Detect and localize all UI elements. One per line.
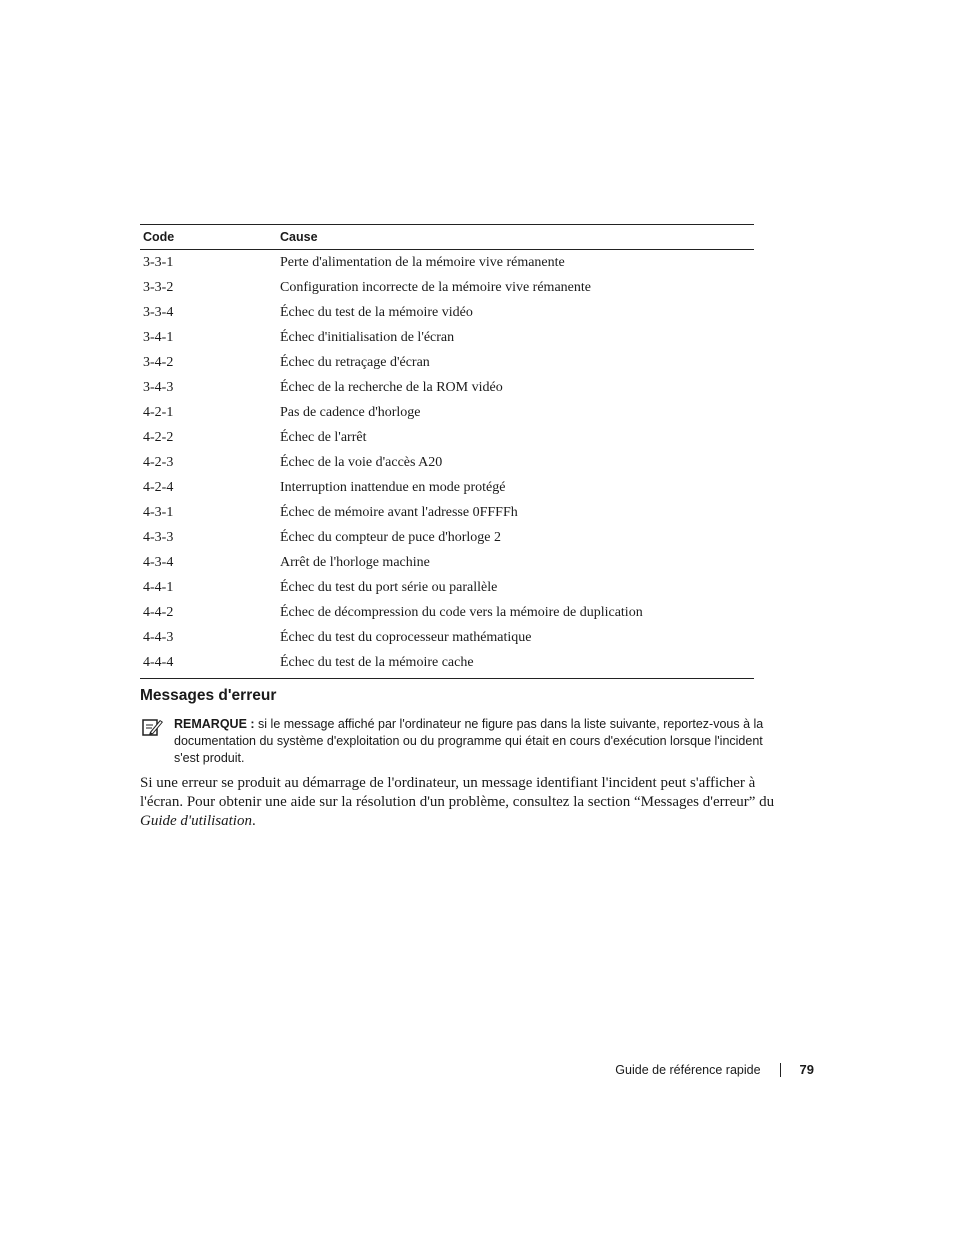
footer-divider	[780, 1063, 781, 1077]
code-cell: 4-3-3	[143, 529, 174, 545]
table-row	[140, 400, 754, 425]
page-footer	[615, 1062, 814, 1077]
cause-cell: Pas de cadence d'horloge	[280, 404, 421, 420]
code-cell: 4-4-1	[143, 579, 174, 595]
paragraph-end: .	[251, 813, 256, 829]
table-header	[140, 225, 754, 250]
code-cell: 3-3-1	[143, 254, 174, 270]
cause-cell: Échec du test de la mémoire vidéo	[280, 304, 473, 320]
code-cell: 4-4-3	[143, 629, 174, 645]
cause-cell: Interruption inattendue en mode protégé	[280, 479, 506, 495]
code-cell: 3-4-3	[143, 379, 174, 395]
table-row	[140, 600, 754, 625]
table-row	[140, 550, 754, 575]
cause-cell: Configuration incorrecte de la mémoire vive rémanente	[280, 279, 591, 295]
note-body: si le message affiché par l'ordinateur ne figure pas dans la liste suivante, reportez-vous à la documentation du système d'exploitation ou du programme qui était en cours d'exécution lorsque l'incident s'est produit.	[174, 717, 764, 765]
code-cell: 3-4-1	[143, 329, 174, 345]
cause-cell: Échec de décompression du code vers la mémoire de duplication	[280, 604, 643, 620]
beep-code-table	[140, 224, 754, 679]
table-row	[140, 275, 754, 300]
code-cell: 3-4-2	[143, 354, 174, 370]
code-cell: 4-4-2	[143, 604, 174, 620]
table-row	[140, 450, 754, 475]
table-row	[140, 350, 754, 375]
code-cell: 4-2-2	[143, 429, 174, 445]
guide-reference: Guide d'utilisation	[140, 813, 252, 829]
note-text	[174, 716, 790, 767]
table-row	[140, 475, 754, 500]
table-row	[140, 300, 754, 325]
table-body	[140, 250, 754, 678]
code-cell: 4-2-1	[143, 404, 174, 420]
paragraph-main: Si une erreur se produit au démarrage de l'ordinateur, un message identifiant l'incident peut s'afficher à l'écran. Pour obtenir une aide sur la résolution d'un problème, consultez la section “Messages d'erreur” du	[140, 775, 775, 810]
table-row	[140, 425, 754, 450]
code-cell: 4-3-1	[143, 504, 174, 520]
table-row	[140, 325, 754, 350]
table-row	[140, 250, 754, 275]
cause-cell: Perte d'alimentation de la mémoire vive rémanente	[280, 254, 565, 270]
cause-cell: Échec de mémoire avant l'adresse 0FFFFh	[280, 504, 518, 520]
footer-title: Guide de référence rapide	[615, 1062, 761, 1077]
cause-cell: Échec de la recherche de la ROM vidéo	[280, 379, 503, 395]
code-cell: 3-3-4	[143, 304, 174, 320]
code-cell: 4-2-3	[143, 454, 174, 470]
table-row	[140, 625, 754, 650]
page-number: 79	[799, 1062, 814, 1077]
code-cell: 3-3-2	[143, 279, 174, 295]
table-row	[140, 375, 754, 400]
cause-cell: Échec d'initialisation de l'écran	[280, 329, 455, 345]
cause-cell: Échec du test du port série ou parallèle	[280, 579, 498, 595]
cause-cell: Échec du test du coprocesseur mathématique	[280, 629, 532, 645]
note-label: REMARQUE :	[174, 717, 255, 731]
cause-cell: Arrêt de l'horloge machine	[280, 554, 430, 570]
cause-cell: Échec du compteur de puce d'horloge 2	[280, 529, 501, 545]
cause-cell: Échec du retraçage d'écran	[280, 354, 430, 370]
pencil-note-icon	[142, 717, 164, 737]
table-row	[140, 575, 754, 600]
code-cell: 4-3-4	[143, 554, 174, 570]
cause-cell: Échec de l'arrêt	[280, 429, 367, 445]
table-row	[140, 500, 754, 525]
section-heading: Messages d'erreur	[140, 687, 277, 704]
table-row	[140, 525, 754, 550]
body-paragraph	[140, 774, 800, 831]
note-block	[140, 716, 790, 767]
code-cell: 4-4-4	[143, 654, 174, 670]
cause-cell: Échec de la voie d'accès A20	[280, 454, 443, 470]
header-cause: Cause	[280, 230, 318, 244]
code-cell: 4-2-4	[143, 479, 174, 495]
table-row	[140, 650, 754, 675]
header-code: Code	[143, 230, 175, 244]
cause-cell: Échec du test de la mémoire cache	[280, 654, 474, 670]
